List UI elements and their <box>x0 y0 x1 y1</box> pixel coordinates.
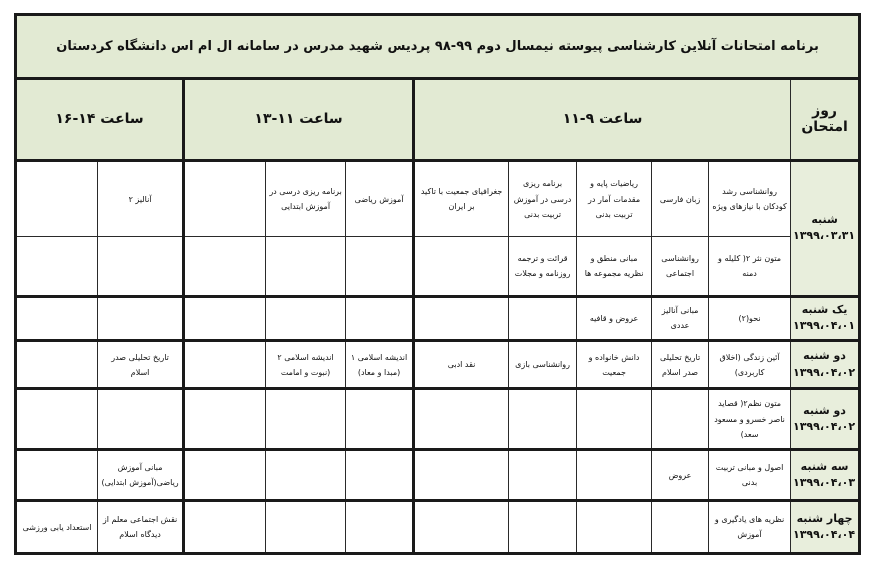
exam-cell <box>98 296 184 340</box>
day-date: ۱۳۹۹،۰۳،۳۱ <box>792 229 856 243</box>
exam-cell <box>16 296 98 340</box>
exam-cell <box>509 389 577 450</box>
exam-cell: برنامه ریزی درسی در آموزش تربیت بدنی <box>509 161 577 237</box>
schedule-row <box>16 341 860 389</box>
exam-cell: نقد ادبی <box>414 341 509 389</box>
day-cell <box>791 161 860 297</box>
schedule-row <box>16 237 860 297</box>
day-cell <box>791 389 860 450</box>
exam-cell <box>346 237 414 297</box>
exam-cell <box>16 389 98 450</box>
day-name: چهار شنبه <box>796 511 853 525</box>
day-name: سه شنبه <box>800 459 849 473</box>
day-name: دو شنبه <box>803 349 846 363</box>
exam-cell: روانشناسی بازی <box>509 341 577 389</box>
exam-cell <box>577 450 652 501</box>
exam-cell <box>184 341 266 389</box>
exam-cell <box>266 296 346 340</box>
exam-cell: متون نظم۲( قصاید ناصر خسرو و مسعود سعد) <box>709 389 791 450</box>
exam-cell <box>346 296 414 340</box>
schedule-row <box>16 296 860 340</box>
exam-cell <box>266 501 346 554</box>
exam-cell <box>652 389 709 450</box>
exam-cell: تاریخ تحلیلی صدر اسلام <box>98 341 184 389</box>
exam-cell <box>414 501 509 554</box>
exam-cell <box>509 450 577 501</box>
exam-cell: ریاضیات پایه و مقدمات آمار در تربیت بدنی <box>577 161 652 237</box>
exam-cell <box>414 296 509 340</box>
day-date: ۱۳۹۹،۰۴،۰۱ <box>792 319 856 333</box>
exam-cell <box>509 501 577 554</box>
schedule-row <box>16 450 860 501</box>
exam-cell: آموزش ریاضی <box>346 161 414 237</box>
exam-cell <box>414 450 509 501</box>
exam-cell <box>577 501 652 554</box>
schedule-row <box>16 161 860 237</box>
exam-cell: مبانی آموزش ریاضی(آموزش ابتدایی) <box>98 450 184 501</box>
exam-cell <box>16 237 98 297</box>
exam-cell: اندیشه اسلامی ۱ (مبدا و معاد) <box>346 341 414 389</box>
exam-cell <box>346 450 414 501</box>
day-name: یک شنبه <box>801 302 848 316</box>
header-slot-11-13: ساعت ۱۱-۱۳ <box>184 78 414 160</box>
exam-cell: استعداد یابی ورزشی <box>16 501 98 554</box>
exam-cell <box>184 501 266 554</box>
exam-cell: آنالیز ۲ <box>98 161 184 237</box>
exam-cell: نحو(۲) <box>709 296 791 340</box>
day-cell <box>791 341 860 389</box>
exam-cell: نظریه های یادگیری و آموزش <box>709 501 791 554</box>
header-slot-14-16: ساعت ۱۴-۱۶ <box>16 78 184 160</box>
exam-cell <box>346 389 414 450</box>
exam-cell <box>414 237 509 297</box>
exam-cell <box>266 389 346 450</box>
exam-cell <box>184 296 266 340</box>
exam-cell <box>16 450 98 501</box>
exam-cell <box>98 237 184 297</box>
day-date: ۱۳۹۹،۰۴،۰۴ <box>792 528 856 542</box>
exam-cell <box>16 161 98 237</box>
exam-cell: دانش خانواده و جمعیت <box>577 341 652 389</box>
exam-cell <box>98 389 184 450</box>
exam-cell: آئین زندگی (اخلاق کاربردی) <box>709 341 791 389</box>
day-cell <box>791 501 860 554</box>
exam-cell <box>266 237 346 297</box>
exam-cell: برنامه ریزی درسی در آموزش ابتدایی <box>266 161 346 237</box>
exam-cell <box>184 161 266 237</box>
exam-cell: زبان فارسی <box>652 161 709 237</box>
exam-cell <box>184 389 266 450</box>
exam-cell <box>414 389 509 450</box>
header-slot-9-11: ساعت ۹-۱۱ <box>414 78 791 160</box>
exam-cell: اندیشه اسلامی ۲ (نبوت و امامت <box>266 341 346 389</box>
exam-cell: قرائت و ترجمه روزنامه و مجلات <box>509 237 577 297</box>
exam-cell: مبانی آنالیز عددی <box>652 296 709 340</box>
exam-cell <box>346 501 414 554</box>
day-cell <box>791 296 860 340</box>
exam-cell <box>184 237 266 297</box>
exam-cell: متون نثر ۲( کلیله و دمنه <box>709 237 791 297</box>
exam-schedule-table <box>14 13 861 555</box>
exam-cell: روانشناسی اجتماعی <box>652 237 709 297</box>
schedule-row <box>16 501 860 554</box>
day-date: ۱۳۹۹،۰۴،۰۲ <box>792 365 856 379</box>
exam-cell: عروض و قافیه <box>577 296 652 340</box>
header-day: روز امتحان <box>791 78 860 160</box>
exam-cell: اصول و مبانی تربیت بدنی <box>709 450 791 501</box>
schedule-row <box>16 389 860 450</box>
exam-cell <box>577 389 652 450</box>
day-name: شنبه <box>811 212 838 226</box>
exam-cell: نقش اجتماعی معلم از دیدگاه اسلام <box>98 501 184 554</box>
exam-cell: تاریخ تحلیلی صدر اسلام <box>652 341 709 389</box>
exam-cell: عروض <box>652 450 709 501</box>
day-date: ۱۳۹۹،۰۴،۰۲ <box>792 420 856 434</box>
exam-cell: مبانی منطق و نظریه مجموعه ها <box>577 237 652 297</box>
exam-cell <box>184 450 266 501</box>
exam-cell: جغرافیای جمعیت با تاکید بر ایران <box>414 161 509 237</box>
exam-cell <box>509 296 577 340</box>
exam-cell <box>16 341 98 389</box>
exam-cell <box>652 501 709 554</box>
day-date: ۱۳۹۹،۰۴،۰۳ <box>792 476 856 490</box>
day-cell <box>791 450 860 501</box>
exam-cell: روانشناسی رشد کودکان با نیازهای ویژه <box>709 161 791 237</box>
day-name: دو شنبه <box>803 403 846 417</box>
exam-cell <box>266 450 346 501</box>
schedule-title: برنامه امتحانات آنلاین کارشناسی پیوسته نیمسال دوم ۹۹-۹۸ پردیس شهید مدرس در سامانه ال ام اس دانشگاه کردستان <box>16 15 860 79</box>
